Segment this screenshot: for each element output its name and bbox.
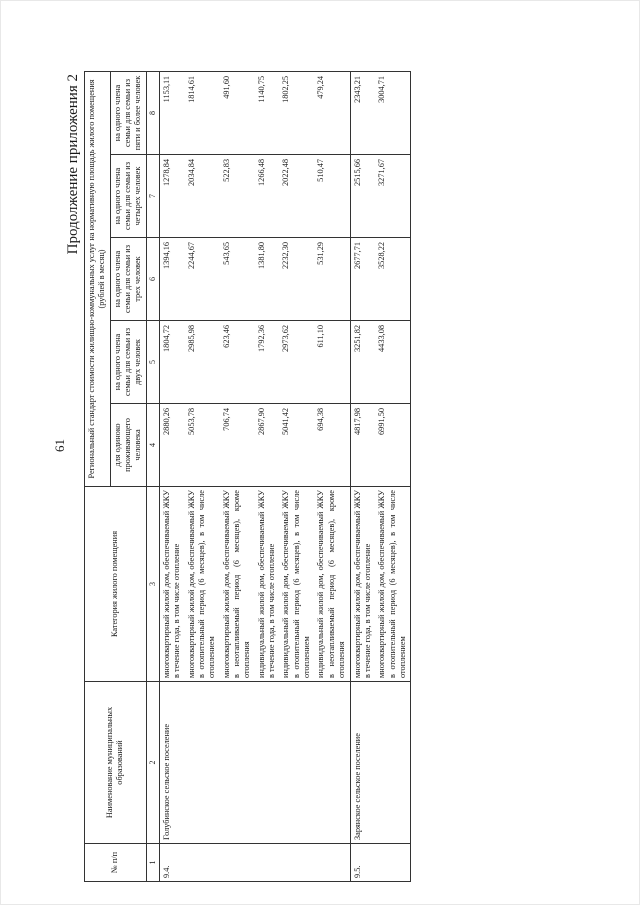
value-family-2: 1804,72: [159, 321, 184, 404]
value-family-4: 1278,84: [159, 155, 184, 238]
value-family-4: 3271,67: [375, 155, 411, 238]
municipality-name: [375, 682, 411, 844]
value-single: 694,38: [314, 404, 350, 487]
appendix-title: Продолжение приложения 2: [65, 74, 81, 255]
value-family-5: 3004,71: [375, 71, 411, 154]
col-number: 2: [146, 682, 159, 844]
table-row: [350, 71, 375, 881]
value-family-4: 1266,48: [255, 155, 280, 238]
value-single: 5053,78: [185, 404, 220, 487]
row-number: [279, 844, 314, 882]
col-number: 7: [146, 155, 159, 238]
row-number: 9.5.: [350, 844, 375, 882]
value-family-3: 2677,71: [350, 238, 375, 321]
header-single: для одиноко проживающего человека: [110, 404, 146, 487]
value-family-3: 2232,30: [279, 238, 314, 321]
value-family-3: 2244,67: [185, 238, 220, 321]
municipality-name: Зарянское сельское поселение: [350, 682, 375, 844]
value-family-3: 531,29: [314, 238, 350, 321]
housing-category: многоквартирный жилой дом, обеспечиваемый ЖКУ в отопительный период (6 месяцев), в том числе отоплением: [185, 487, 220, 682]
housing-category: индивидуальный жилой дом, обеспечиваемый ЖКУ в отопительный период (6 месяцев), в том числе отоплением: [279, 487, 314, 682]
row-number: [185, 844, 220, 882]
value-family-2: 611,10: [314, 321, 350, 404]
table-row: [314, 71, 350, 881]
header-family-2: на одного члена семьи для семьи из двух человек: [110, 321, 146, 404]
col-number: 4: [146, 404, 159, 487]
page-number: 61: [52, 439, 67, 452]
municipality-name: [314, 682, 350, 844]
header-municipality: Наименование муниципальных образований: [85, 682, 147, 844]
col-number: 8: [146, 71, 159, 154]
value-single: 6991,50: [375, 404, 411, 487]
value-family-3: 1394,16: [159, 238, 184, 321]
rotated-document: [62, 72, 622, 882]
value-family-5: 1814,61: [185, 71, 220, 154]
table-body: [159, 71, 411, 881]
value-family-4: 2022,48: [279, 155, 314, 238]
row-number: [255, 844, 280, 882]
value-single: 4817,98: [350, 404, 375, 487]
table-row: [185, 71, 220, 881]
value-family-5: 1140,75: [255, 71, 280, 154]
col-number: 5: [146, 321, 159, 404]
value-family-5: 2343,21: [350, 71, 375, 154]
value-family-5: 1153,11: [159, 71, 184, 154]
col-number: 3: [146, 487, 159, 682]
value-family-2: 4433,08: [375, 321, 411, 404]
row-number: [375, 844, 411, 882]
value-family-3: 3528,22: [375, 238, 411, 321]
housing-category: индивидуальный жилой дом, обеспечиваемый ЖКУ в неотапливаемый период (6 месяцев), кроме отопления: [314, 487, 350, 682]
value-family-4: 510,47: [314, 155, 350, 238]
table-row: [279, 71, 314, 881]
row-number: [220, 844, 255, 882]
col-number: 1: [146, 844, 159, 882]
header-group: Региональный стандарт стоимости жилищно-коммунальных услуг на нормативную площадь жилого помещения (рублей в месяц): [85, 71, 111, 486]
value-single: 2880,26: [159, 404, 184, 487]
value-family-5: 1802,25: [279, 71, 314, 154]
table-row: [255, 71, 280, 881]
housing-category: многоквартирный жилой дом, обеспечиваемый ЖКУ в неотапливаемый период (6 месяцев), кроме отопления: [220, 487, 255, 682]
value-single: 706,74: [220, 404, 255, 487]
housing-category: многоквартирный жилой дом, обеспечиваемый ЖКУ в течение года, в том числе отопление: [350, 487, 375, 682]
table-row: [375, 71, 411, 881]
value-family-5: 479,24: [314, 71, 350, 154]
value-family-2: 3251,82: [350, 321, 375, 404]
value-family-4: 522,83: [220, 155, 255, 238]
value-single: 5041,42: [279, 404, 314, 487]
col-number: 6: [146, 238, 159, 321]
municipality-name: [279, 682, 314, 844]
row-number: 9.4.: [159, 844, 184, 882]
header-number: № п/п: [85, 844, 147, 882]
value-family-4: 2034,84: [185, 155, 220, 238]
header-category: Категория жилого помещения: [85, 487, 147, 682]
value-family-2: 2973,62: [279, 321, 314, 404]
tariff-table: [84, 71, 411, 882]
value-family-3: 1381,80: [255, 238, 280, 321]
housing-category: индивидуальный жилой дом, обеспечиваемый ЖКУ в течение года, в том числе отопление: [255, 487, 280, 682]
housing-category: многоквартирный жилой дом, обеспечиваемый ЖКУ в течение года, в том числе отопление: [159, 487, 184, 682]
table-row: [159, 71, 184, 881]
municipality-name: Голубинское сельское поселение: [159, 682, 184, 844]
header-family-5: на одного члена семьи для семьи из пяти и более человек: [110, 71, 146, 154]
value-family-3: 543,65: [220, 238, 255, 321]
value-family-5: 491,60: [220, 71, 255, 154]
municipality-name: [185, 682, 220, 844]
value-single: 2867,90: [255, 404, 280, 487]
value-family-2: 1792,36: [255, 321, 280, 404]
header-family-3: на одного члена семьи для семьи из трех человек: [110, 238, 146, 321]
table-row: [220, 71, 255, 881]
row-number: [314, 844, 350, 882]
municipality-name: [255, 682, 280, 844]
housing-category: многоквартирный жилой дом, обеспечиваемый ЖКУ в отопительный период (6 месяцев), в том числе отоплением: [375, 487, 411, 682]
value-family-2: 2985,98: [185, 321, 220, 404]
header-family-4: на одного члена семьи для семьи из четырех человек: [110, 155, 146, 238]
value-family-4: 2515,66: [350, 155, 375, 238]
municipality-name: [220, 682, 255, 844]
value-family-2: 623,46: [220, 321, 255, 404]
